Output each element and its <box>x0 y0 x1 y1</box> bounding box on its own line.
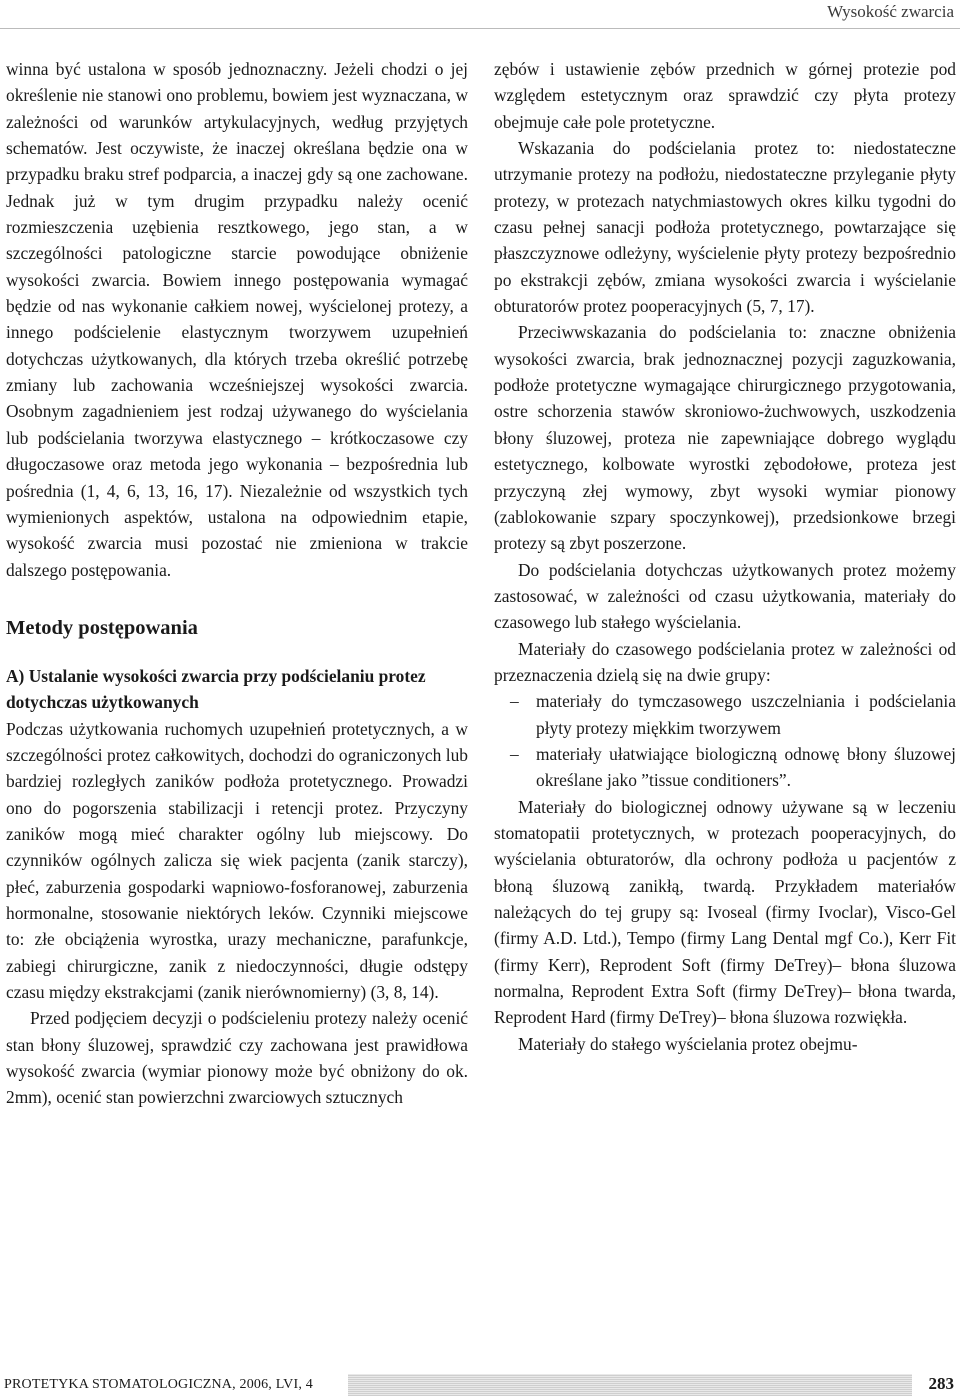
paragraph-before-relining: Przed podjęciem decyzji o podścieleniu protezy należy ocenić stan błony śluzowej, sprawdzić czy zachowana jest prawidłowa wysokość zwarcia (wymiar pionowy może być obniżony do ok. 2mm), ocenić stan powierzchni zwarciowych sztucznych <box>6 1008 468 1108</box>
right-column <box>494 56 956 1057</box>
journal-citation: PROTETYKA STOMATOLOGICZNA, 2006, LVI, 4 <box>4 1377 313 1392</box>
paragraph-temporary-materials: Materiały do czasowego podścielania protez w zależności od przeznaczenia dzielą się na dwie grupy: <box>494 638 956 685</box>
list-item <box>510 688 956 741</box>
paragraph-intro-continued: winna być ustalona w sposób jednoznaczny. Jeżeli chodzi o jej określenie nie stanowi ono problemu, bowiem jest wyznaczana, w zależności od warunków artykulacyjnych, według przyjętych schematów. Jest oczywiste, że inaczej określana będzie ona w przypadku braku stref podparcia, a inaczej gdy są one zachowane. Jednak już w tym drugim przypadku należy ocenić rozmieszczenia uzębienia resztkowego, jego stan, a w szczególności patologiczne starcie powodujące obniżenie wysokości zwarcia. Bowiem innego postępowania wymagać będzie od nas wykonanie całkiem nowej, wyścielonej protezy, a innego podścielenie elastycznym tworzywem uzupełnień dotychczas użytkowanych, dla których trzeba określić potrzebę zmiany lub zachowania wcześniejszej wysokości zwarcia. Osobnym zagadnieniem jest rodzaj używanego do wyścielania lub podścielania tworzywa elastycznego – krótkoczasowe czy długoczasowe oraz metoda jego wykonania – bezpośrednia lub pośrednia (1, 4, 6, 13, 16, 17). Niezależnie od wszystkich tych wymienionych aspektów, ustalona na odpowiednim etapie, wysokość zwarcia musi pozostać nie zmieniona w trakcie dalszego postępowania. <box>6 59 468 580</box>
paragraph-atrophy: Podczas użytkowania ruchomych uzupełnień protetycznych, a w szczególności protez całkowitych, dochodzi do ograniczonych lub bardziej rozległych zaników podłoża protetycznego. Prowadzi ono do pogorszenia stabilizacji i retencji protez. Przyczyny zaników mogą mieć charakter ogólny lub miejscowy. Do czynników ogólnych zalicza się wiek pacjenta (zanik starczy), płeć, zaburzenia gospodarki wapniowo-fosforanowej, zaburzenia hormonalne, stosowanie niektórych leków. Czynniki miejscowe to: złe obciążenia wyrostka, urazy mechaniczne, parafunkcje, zabiegi chirurgiczne, zanik z niedoczynności, długie odstępy czasu między ekstrakcjami (zanik nierównomierny) (3, 8, 14). <box>6 718 468 1002</box>
footer-bar <box>348 1374 912 1396</box>
dash-bullet: – <box>510 691 519 712</box>
paragraph-teeth-setup: zębów i ustawienie zębów przednich w górnej protezie pod względem estetycznym oraz sprawdzić czy płyta protezy obejmuje całe pole protetyczne. <box>494 59 956 132</box>
page-footer <box>0 1374 960 1396</box>
left-column <box>6 56 468 1111</box>
paragraph-indications: Wskazania do podścielania protez to: niedostateczne utrzymanie protezy na podłożu, niedostateczne przyleganie płyty protezy, w protezach natychmiastowych okres kilku tygodni do czasu pełnej sanacji podłoża protetycznego, powtarzające się płaszczyznowe odleżyny, wyścielenie płyty protezy bezpośrednio po ekstrakcji zębów, zmiana wysokości zwarcia i wyścielanie obturatorów protez pooperacyjnych (5, 7, 17). <box>494 138 956 317</box>
paragraph-contraindications: Przeciwwskazania do podścielania to: znaczne obniżenia wysokości zwarcia, brak jednoznacznej pozycji zaguzkowania, podłoże protetyczne wymagające chirurgicznego przygotowania, ostre schorzenia stawów skroniowo-żuchwowych, uszkodzenia błony śluzowej, proteza nie zapewniające dobrego wyglądu estetycznego, kolbowate wyrostki zębodołowe, proteza jest przyczyną złej wymowy, zbyt wysoki wymiar pionowy (zablokowanie szpary spoczynkowej), przedsionkowe brzegi protezy są zbyt poszerzone. <box>494 322 956 554</box>
paragraph-materials-intro: Do podścielania dotychczas użytkowanych protez możemy zastosować, w zależności od czasu użytkowania, materiały do czasowego lub stałego wyścielania. <box>494 559 956 633</box>
dash-bullet: – <box>510 743 519 764</box>
list-item <box>510 741 956 794</box>
subsection-heading: A) Ustalanie wysokości zwarcia przy podścielaniu protez dotychczas użytkowanych <box>6 665 426 713</box>
paragraph-biological-renewal: Materiały do biologicznej odnowy używane są w leczeniu stomatopatii protetycznych, w protezach pooperacyjnych, do wyścielania obturatorów, dla ochrony podłoża u pacjentów z błoną śluzową zanikłą, twardą. Przykładem materiałów należących do tej grupy są: Ivoseal (firmy Ivoclar), Visco-Gel (firmy A.D. Ltd.), Tempo (firmy Lang Dental mgf Co.), Kerr Fit (firmy Kerr), Reprodent Soft (firmy DeTrey)– błona śluzowa normalna, Reprodent Extra Soft (firmy DeTrey)– błona twarda, Reprodent Hard (firmy DeTrey)– błona śluzowa rozwiękła. <box>494 796 956 1028</box>
list-item-text: materiały do tymczasowego uszczelniania i podścielania płyty protezy miękkim tworzywem <box>536 691 956 738</box>
page-number: 283 <box>928 1374 954 1393</box>
materials-list <box>494 688 956 793</box>
running-header <box>0 0 960 29</box>
section-heading: Metody postępowania <box>6 616 198 639</box>
list-item-text: materiały ułatwiające biologiczną odnowę błony śluzowej określane jako ”tissue conditioners”. <box>536 743 956 791</box>
paragraph-permanent-materials: Materiały do stałego wyścielania protez obejmu- <box>518 1033 858 1054</box>
running-title: Wysokość zwarcia <box>827 2 954 21</box>
